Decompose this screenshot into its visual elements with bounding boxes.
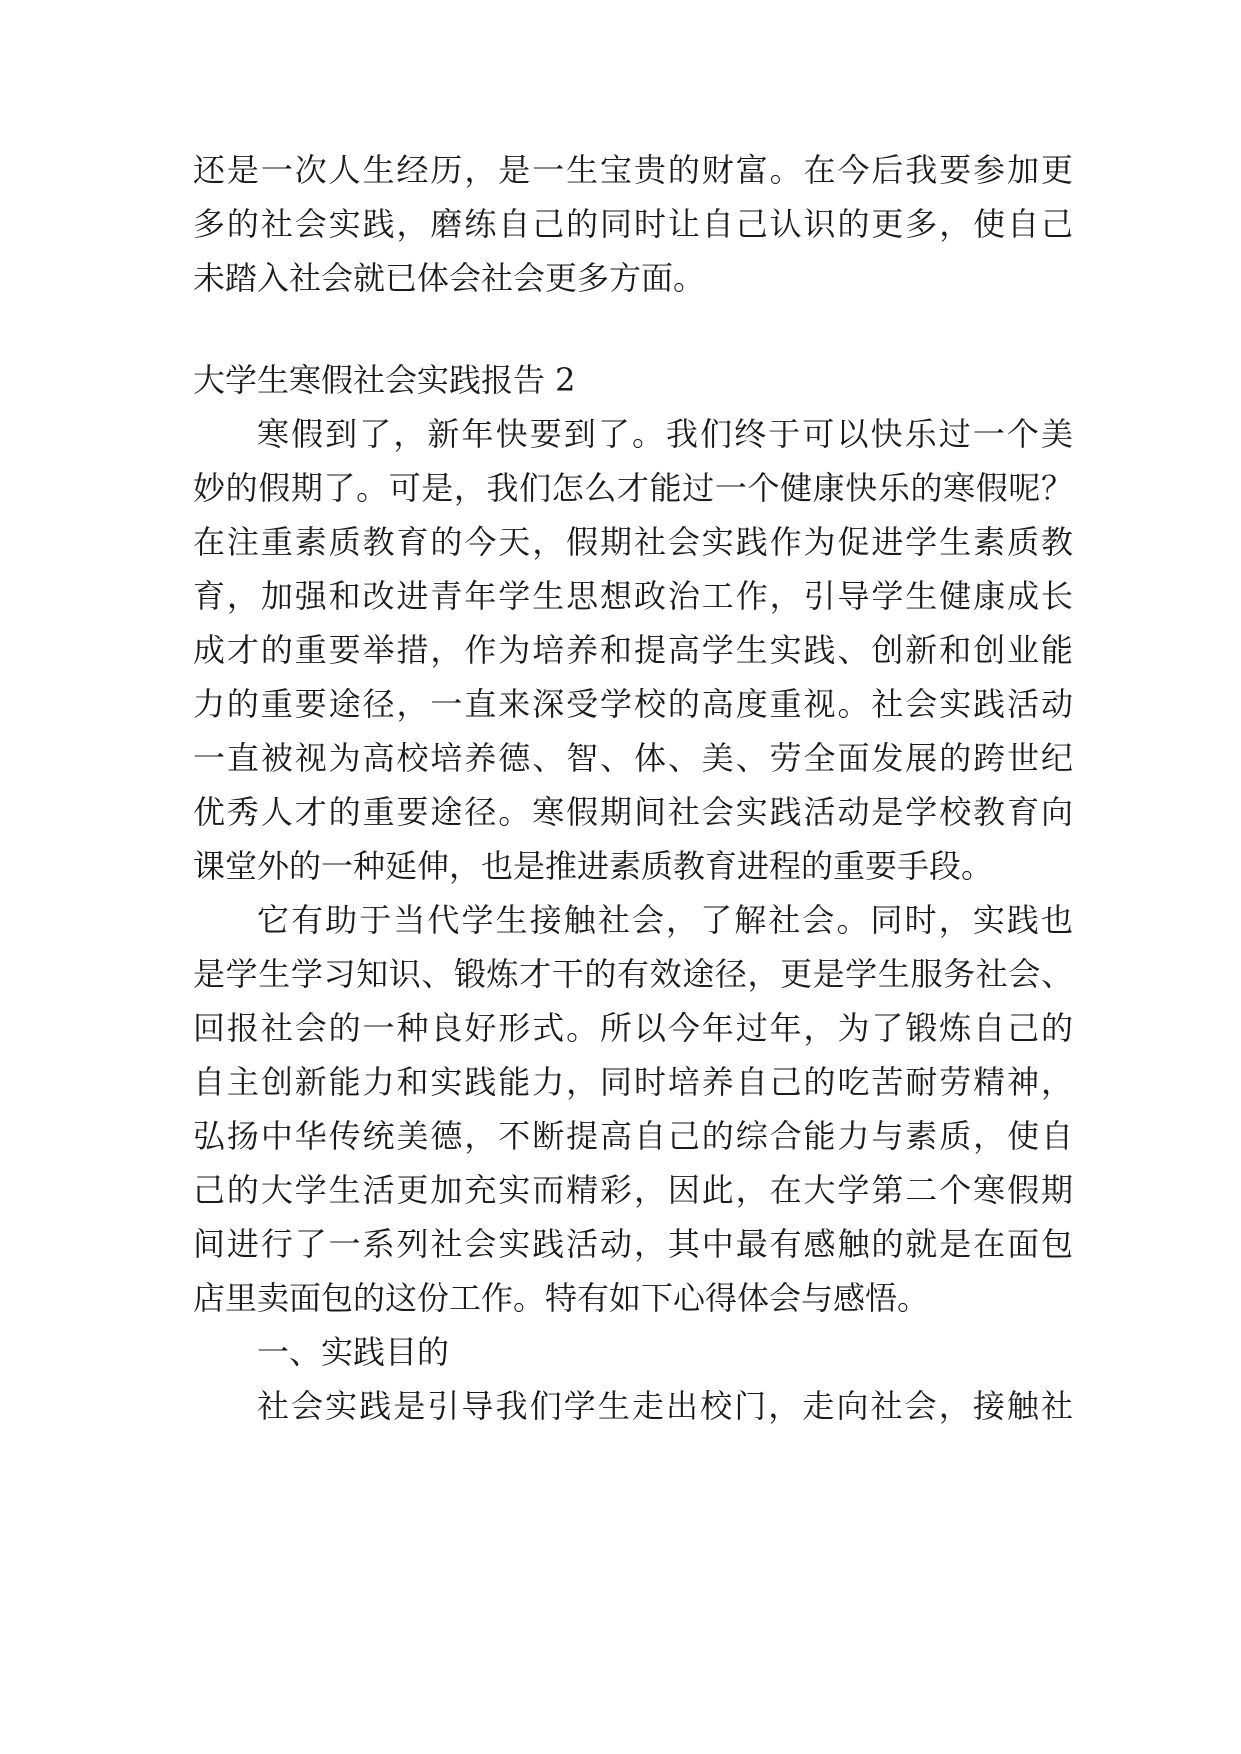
text-line: 还是一次人生经历，是一生宝贵的财富。在今后我要参加更 (193, 151, 1073, 189)
text-line: 社会实践是引导我们学生走出校门，走向社会，接触社 (257, 1387, 1073, 1425)
text-line: 未踏入社会就已体会社会更多方面。 (193, 259, 706, 297)
text-line: 一直被视为高校培养德、智、体、美、劳全面发展的跨世纪 (193, 739, 1073, 777)
text-line: 它有助于当代学生接触社会，了解社会。同时，实践也 (257, 901, 1073, 939)
text-line: 妙的假期了。可是，我们怎么才能过一个健康快乐的寒假呢？ (193, 469, 1073, 507)
text-line: 力的重要途径，一直来深受学校的高度重视。社会实践活动 (193, 685, 1073, 723)
text-line: 课堂外的一种延伸，也是推进素质教育进程的重要手段。 (193, 847, 994, 885)
section-heading: 一、实践目的 (257, 1333, 450, 1371)
text-line: 在注重素质教育的今天，假期社会实践作为促进学生素质教 (193, 523, 1073, 561)
text-line: 育，加强和改进青年学生思想政治工作，引导学生健康成长 (193, 577, 1073, 615)
document-title: 大学生寒假社会实践报告 2 (193, 361, 576, 399)
text-line: 间进行了一系列社会实践活动，其中最有感触的就是在面包 (193, 1225, 1073, 1263)
text-line: 成才的重要举措，作为培养和提高学生实践、创新和创业能 (193, 631, 1073, 669)
text-line: 自主创新能力和实践能力，同时培养自己的吃苦耐劳精神， (193, 1063, 1073, 1101)
text-line: 回报社会的一种良好形式。所以今年过年，为了锻炼自己的 (193, 1009, 1073, 1047)
text-line: 是学生学习知识、锻炼才干的有效途径，更是学生服务社会、 (193, 955, 1073, 993)
text-line: 优秀人才的重要途径。寒假期间社会实践活动是学校教育向 (193, 793, 1073, 831)
text-line: 多的社会实践，磨练自己的同时让自己认识的更多，使自己 (193, 205, 1073, 243)
text-line: 弘扬中华传统美德，不断提高自己的综合能力与素质，使自 (193, 1117, 1073, 1155)
text-line: 寒假到了，新年快要到了。我们终于可以快乐过一个美 (257, 415, 1073, 453)
text-line: 己的大学生活更加充实而精彩，因此，在大学第二个寒假期 (193, 1171, 1073, 1209)
text-line: 店里卖面包的这份工作。特有如下心得体会与感悟。 (193, 1279, 930, 1317)
